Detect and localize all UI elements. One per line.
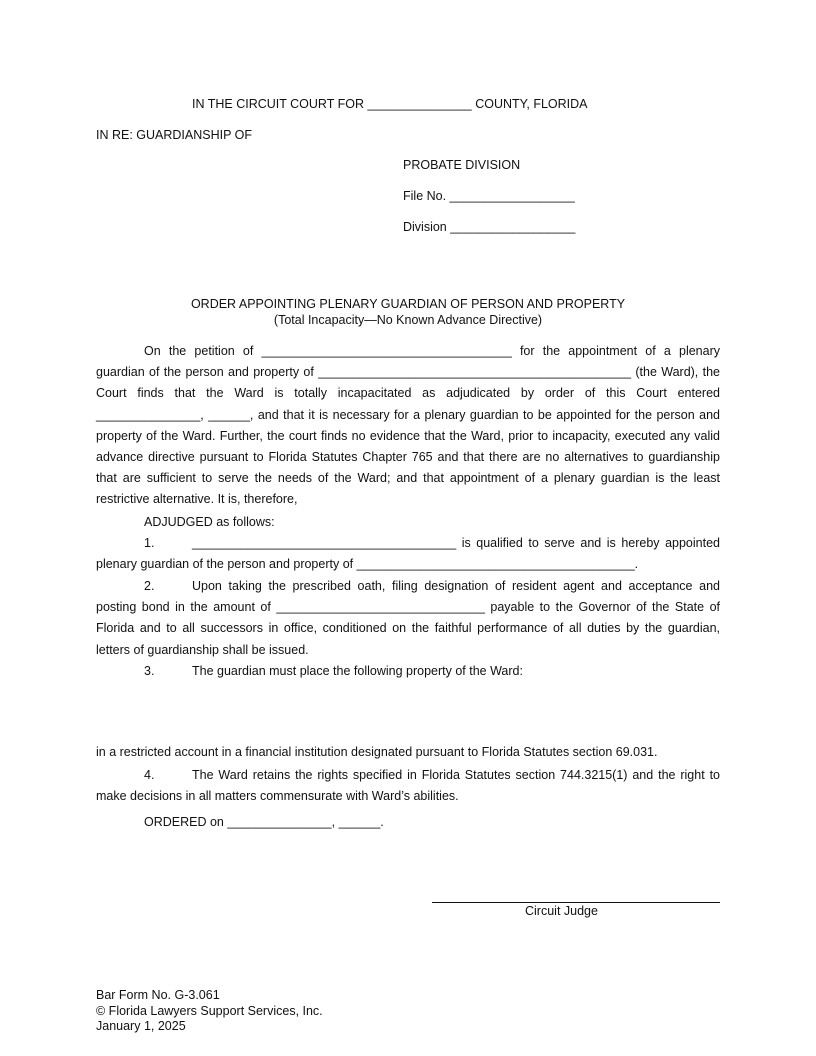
ordered-line: ORDERED on _______________, ______. [144, 815, 384, 829]
judge-signature-line [432, 902, 720, 903]
order-title: ORDER APPOINTING PLENARY GUARDIAN OF PERSON AND PROPERTY [190, 297, 626, 311]
item-1-paragraph [96, 533, 720, 575]
item-3-text: The guardian must place the following property of the Ward: [192, 664, 523, 678]
form-footer [96, 988, 323, 1035]
item-4-paragraph [96, 765, 720, 807]
division-field: Division __________________ [403, 220, 576, 234]
item-2-number: 2. [144, 579, 155, 593]
copyright-notice: © Florida Lawyers Support Services, Inc. [96, 1003, 323, 1018]
circuit-judge-label: Circuit Judge [525, 904, 598, 918]
item-2-text: Upon taking the prescribed oath, filing designation of resident agent and acceptance and posting bond in the amount of ______________________________ payable to the Governor of the State of Florida and to all successors in office, conditioned on the faithful performance of all duties by the guardian, letters of guardianship shall be issued. [96, 579, 720, 657]
file-number-field: File No. __________________ [403, 189, 575, 203]
item-3-number: 3. [144, 664, 155, 678]
item-3-paragraph [144, 664, 523, 678]
petition-paragraph: On the petition of ____________________________________ for the appointment of a plenary guardian of the person and property of _____________________________________________ (the Ward), the Court finds that the Ward is totally incapacitated as adjudicated by order of this Court entered _______________, ______, and that it is necessary for a plenary guardian to be appointed for the person and property of the Ward. Further, the court finds no evidence that the Ward, prior to incapacity, executed any valid advance directive pursuant to Florida Statutes Chapter 765 and that there are no alternatives to guardianship that are sufficient to serve the needs of the Ward; and that appointment of a plenary guardian is the least restrictive alternative. It is, therefore, [96, 344, 720, 507]
order-subtitle: (Total Incapacity—No Known Advance Directive) [273, 313, 543, 327]
item-1-number: 1. [144, 536, 155, 550]
probate-division-label: PROBATE DIVISION [403, 158, 521, 172]
in-re-line: IN RE: GUARDIANSHIP OF [96, 128, 253, 142]
form-date: January 1, 2025 [96, 1019, 186, 1033]
item-4-number: 4. [144, 768, 155, 782]
restricted-account-line: in a restricted account in a financial institution designated pursuant to Florida Statutes section 69.031. [96, 745, 658, 759]
bar-form-number: Bar Form No. G-3.061 [96, 988, 220, 1002]
item-2-paragraph [96, 576, 720, 661]
item-4-text: The Ward retains the rights specified in Florida Statutes section 744.3215(1) and the right to make decisions in all matters commensurate with Ward’s abilities. [96, 768, 720, 804]
item-1-text: ______________________________________ is qualified to serve and is hereby appointed plenary guardian of the person and property of ________________________________________. [96, 536, 720, 572]
adjudged-line: ADJUDGED as follows: [144, 515, 275, 529]
court-line: IN THE CIRCUIT COURT FOR _______________ COUNTY, FLORIDA [192, 97, 588, 111]
